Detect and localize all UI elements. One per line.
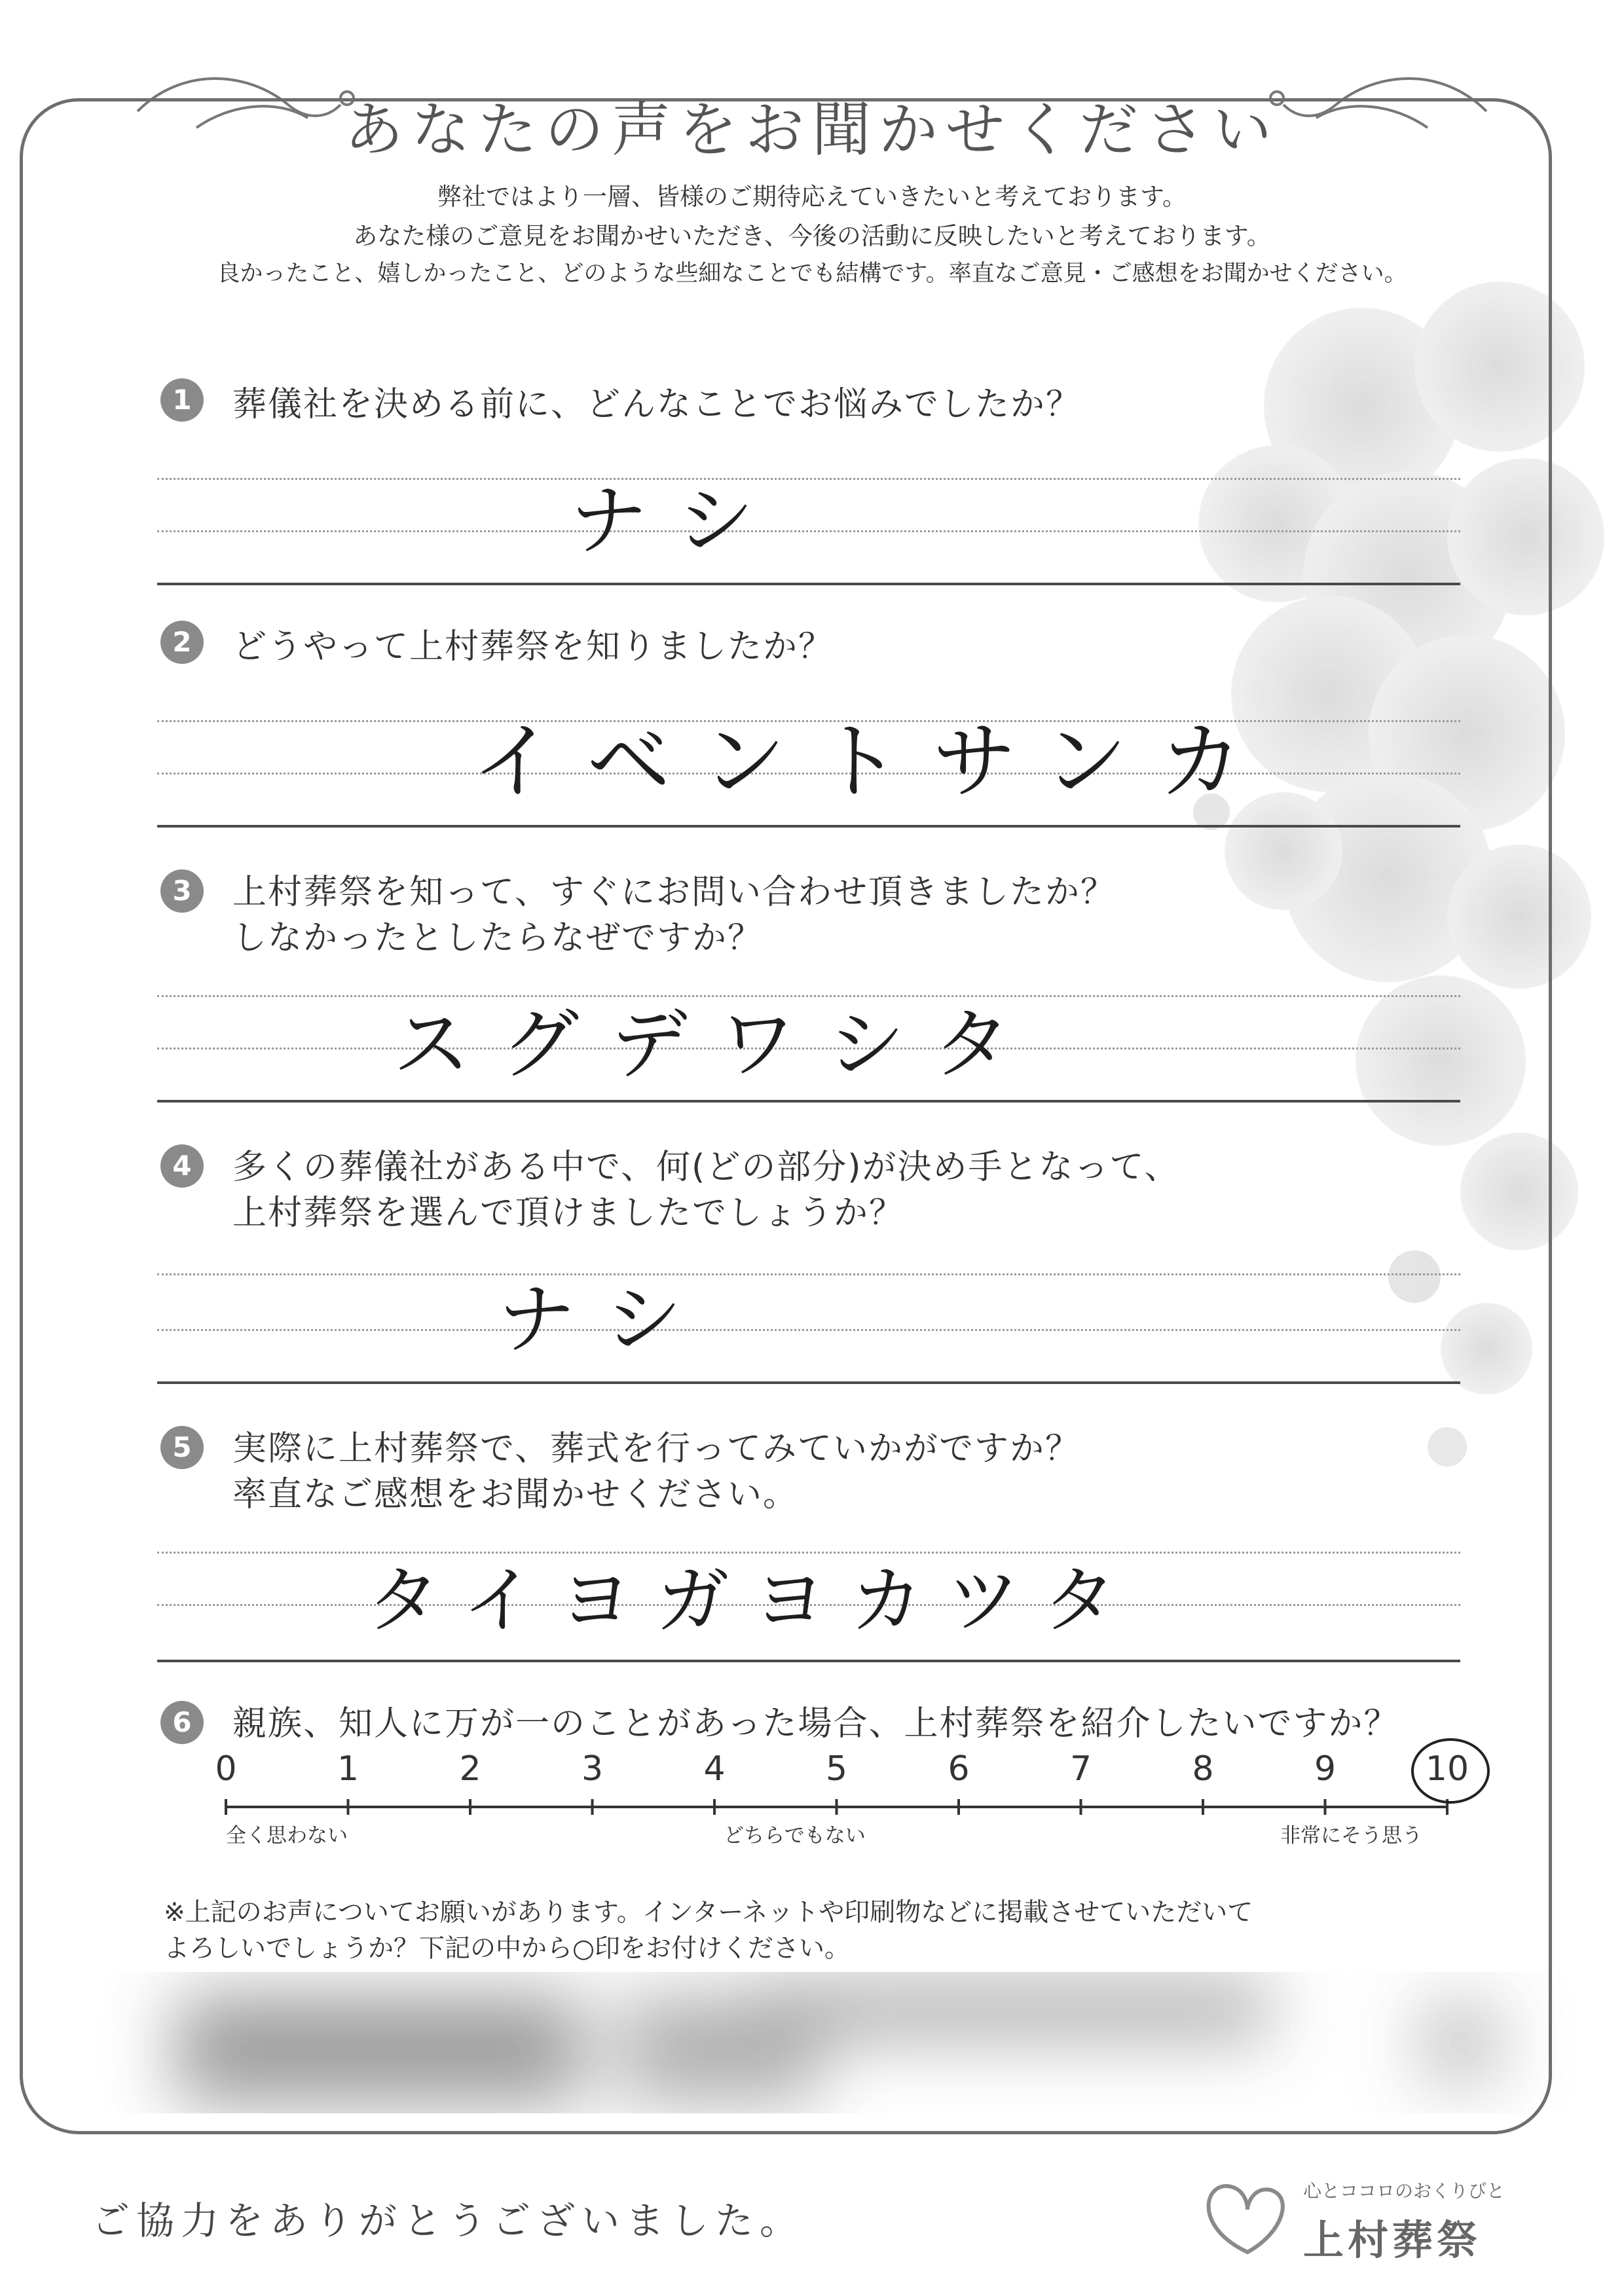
question-2-text: どうやって上村葬祭を知りましたか？ <box>232 627 834 666</box>
question-3-text-line-1: 上村葬祭を知って、すぐにお問い合わせ頂きましたか？ <box>232 873 1116 912</box>
question-1-answer: ナシ <box>570 475 786 566</box>
question-3-text-line-2: しなかったとしたらなぜですか？ <box>232 919 764 958</box>
scale-number-9[interactable]: 9 <box>1314 1749 1337 1789</box>
question-6-text: 親族、知人に万が一のことがあった場合、上村葬祭を紹介したいですか？ <box>232 1704 1399 1743</box>
question-1-text: 葬儀社を決める前に、どんなことでお悩みでしたか？ <box>232 385 1082 424</box>
scale-number-3[interactable]: 3 <box>581 1749 604 1789</box>
page-title: あなたの声をお聞かせください <box>344 96 1280 164</box>
scale-number-10[interactable]: 10 <box>1425 1749 1469 1789</box>
scale-number-4[interactable]: 4 <box>703 1749 726 1789</box>
logo-tagline: 心とココロのおくりびと <box>1303 2180 1505 2202</box>
scale-number-8[interactable]: 8 <box>1192 1749 1214 1789</box>
scale-number-7[interactable]: 7 <box>1069 1749 1092 1789</box>
question-2-badge: 2 <box>160 621 204 664</box>
question-5-badge: 5 <box>160 1426 204 1469</box>
question-4-text-line-1: 多くの葬儀社がある中で、何(どの部分)が決め手となって、 <box>232 1148 1180 1187</box>
question-2-answer: イベントサンカ <box>471 713 1274 811</box>
question-3-badge: 3 <box>160 869 204 913</box>
scale-label-low: 全く思わない <box>226 1824 348 1848</box>
scale-number-2[interactable]: 2 <box>459 1749 481 1789</box>
intro-line-2: あなた様のご意見をお聞かせいただき、今後の活動に反映したいと考えております。 <box>353 222 1271 250</box>
scale-number-0[interactable]: 0 <box>215 1749 237 1789</box>
closing-message: ご協力をありがとうございました。 <box>92 2198 805 2243</box>
scale-label-mid: どちらでもない <box>724 1824 866 1848</box>
intro-line-3: 良かったこと、嬉しかったこと、どのような些細なことでも結構です。率直なご意見・ご感想をお聞かせください。 <box>217 261 1407 287</box>
question-6-badge: 6 <box>160 1701 204 1744</box>
question-1-badge: 1 <box>160 378 204 422</box>
consent-note-line-1: ※上記のお声についてお願いがあります。インターネットや印刷物などに掲載させていただいて <box>164 1898 1253 1927</box>
intro-line-1: 弊社ではより一層、皆様のご期待応えていきたいと考えております。 <box>437 183 1187 211</box>
question-4-answer: ナシ <box>498 1274 714 1364</box>
question-4-badge: 4 <box>160 1144 204 1188</box>
scale-label-high: 非常にそう思う <box>1280 1824 1422 1848</box>
question-5-answer: タイヨガヨカツタ <box>367 1558 1140 1643</box>
scale-number-5[interactable]: 5 <box>825 1749 848 1789</box>
scale-number-6[interactable]: 6 <box>948 1749 970 1789</box>
question-5-text-line-2: 率直なご感想をお聞かせください。 <box>232 1475 799 1514</box>
scale-number-1[interactable]: 1 <box>337 1749 360 1789</box>
question-5-text-line-1: 実際に上村葬祭で、葬式を行ってみていかがですか？ <box>232 1429 1080 1468</box>
question-4-text-line-2: 上村葬祭を選んで頂けましたでしょうか？ <box>232 1194 905 1233</box>
consent-note-line-2: よろしいでしょうか？下記の中から○印をお付けください。 <box>164 1934 851 1963</box>
logo-name: 上村葬祭 <box>1303 2216 1482 2264</box>
question-3-answer: スグデワシタ <box>393 999 1043 1089</box>
